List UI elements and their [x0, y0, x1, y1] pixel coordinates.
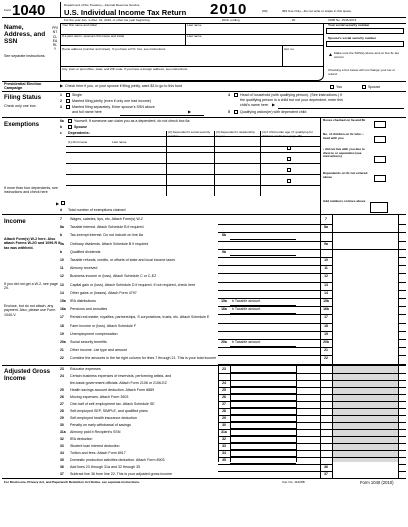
- children-lived-label: No. of children on 6c who: • lived with you: [323, 132, 364, 140]
- income-inner-line-number: 9b: [222, 249, 226, 254]
- more-than-four-note: If more than four dependents, see instructions and check here: [4, 186, 58, 195]
- agi-line-label: Domestic production activities deduction. Attach Form 8903: [70, 458, 165, 462]
- income-right-line-number: 12: [324, 274, 328, 279]
- agi-amount-input[interactable]: [333, 471, 398, 478]
- apt-input[interactable]: [284, 53, 322, 64]
- footer-disclosure: For Disclosure, Privacy Act, and Paperwork Reduction Act Notice, see separate instructions.: [4, 480, 140, 484]
- agi-inner-line-number: 35: [222, 458, 226, 462]
- agi-line-label: Subtract line 36 from line 22. This is your adjusted gross income: [70, 472, 173, 476]
- income-row: [60, 347, 406, 355]
- agi-line-label: IRA deduction: [70, 437, 93, 441]
- department: Department of the Treasury—Internal Revenue Service: [64, 3, 140, 7]
- agi-inner-amount-input[interactable]: [230, 436, 296, 443]
- spouse-ssn-input[interactable]: [326, 41, 404, 47]
- income-row: [60, 224, 406, 232]
- attach-w2-note: Attach Form(s) W-2 here. Also attach Forms W-2G and 1099-R if tax was withheld.: [4, 237, 61, 250]
- campaign-spouse-checkbox[interactable]: [362, 85, 366, 89]
- income-right-line-number: 8a: [324, 225, 328, 230]
- return-code: (99): [262, 9, 268, 13]
- filing-joint-label: Married filing jointly (even if only one had income): [72, 99, 151, 103]
- dependent-row[interactable]: [66, 153, 320, 162]
- boxes-checked-label: Boxes checked on 6a and 6b: [323, 118, 366, 122]
- filing-single-checkbox[interactable]: [66, 93, 70, 97]
- agi-row: [60, 450, 406, 457]
- income-line-number: 18: [60, 323, 64, 328]
- dep-col-relationship: (3) Dependent's relationship to you: [216, 130, 255, 138]
- agi-inner-line-number: 33: [222, 444, 226, 448]
- income-inner-line-number: 16a: [221, 307, 227, 312]
- income-heading: Income: [4, 218, 26, 225]
- tax-year-end: , 20: [290, 18, 296, 22]
- name-address-heading: Name, Address, and SSN: [4, 24, 46, 45]
- income-line-label: Tax-exempt interest. Do not include on line 8a: [70, 233, 143, 238]
- agi-line-label: Self-employed SEP, SIMPLE, and qualified plans: [70, 409, 148, 413]
- agi-inner-line-number: 24: [222, 381, 226, 385]
- agi-line-label: Educator expenses: [70, 367, 101, 371]
- income-row: [60, 241, 406, 249]
- exemption-d-num: d: [60, 208, 63, 212]
- agi-line-label: Add lines 23 through 31a and 32 through 35: [70, 465, 141, 469]
- income-amount-input[interactable]: [333, 273, 398, 281]
- filing-num-5: 5: [228, 110, 230, 114]
- campaign-spouse-label: Spouse: [368, 85, 381, 89]
- filing-hoh-label-2: the qualifying person is a child but not your dependent, enter this: [240, 98, 343, 102]
- children-lived-input[interactable]: [374, 136, 386, 143]
- income-inner-amount-input[interactable]: [230, 249, 296, 257]
- agi-row: [60, 422, 406, 429]
- dep-col-last-name: Last name: [112, 140, 127, 144]
- income-amount-input[interactable]: [333, 323, 398, 331]
- agi-line-number: 34: [60, 451, 64, 455]
- ssn-label: Your social security number: [328, 23, 370, 27]
- home-address-label: Home address (number and street). If you have a P.O. box, see instructions.: [62, 47, 167, 51]
- dep-col-first-name: (1) First name: [68, 140, 88, 144]
- exemption-6a-num: 6a: [60, 119, 64, 123]
- campaign-arrow-icon: ▶: [60, 83, 64, 88]
- income-row: [60, 314, 406, 322]
- tax-year: 2010: [210, 1, 248, 18]
- income-row: [60, 306, 406, 314]
- agi-inner-amount-input[interactable]: [230, 401, 296, 408]
- agi-line-number: 26: [60, 395, 64, 399]
- income-right-line-number: 20b: [323, 340, 329, 344]
- agi-line-number: 28: [60, 409, 64, 413]
- income-row: [60, 216, 406, 224]
- income-row: [60, 257, 406, 265]
- footer-form-label: Form 1040 (2010): [360, 480, 394, 485]
- agi-inner-amount-input[interactable]: [230, 443, 296, 450]
- income-line-number: b: [60, 233, 63, 238]
- income-right-line-number: 15b: [323, 299, 329, 303]
- children-not-lived-label: • did not live with you due to divorce or separation (see instructions): [323, 147, 365, 159]
- income-right-line-number: 17: [324, 315, 328, 320]
- income-line-number: 17: [60, 315, 64, 320]
- agi-inner-amount-input[interactable]: [230, 387, 296, 394]
- dependent-row[interactable]: [66, 142, 320, 151]
- filing-separate-checkbox[interactable]: [66, 105, 70, 109]
- city-input[interactable]: [62, 72, 320, 80]
- income-row: [60, 331, 406, 339]
- agi-line-label: fee-basis government officials. Attach Form 2106 or 2106-EZ: [70, 381, 167, 385]
- income-amount-input[interactable]: [333, 224, 398, 232]
- agi-line-label: Moving expenses. Attach Form 3903: [70, 395, 129, 399]
- income-row: [60, 323, 406, 331]
- make-sure-note: Make sure the SSN(s) above and on line 6c are correct.: [334, 51, 400, 59]
- income-amount-input[interactable]: [333, 347, 398, 355]
- income-amount-input[interactable]: [333, 282, 398, 290]
- spouse-name-input[interactable]: [120, 115, 204, 116]
- income-line-number: 19: [60, 331, 64, 336]
- spouse-ssn-label: Spouse's social security number: [328, 36, 377, 40]
- filing-num-2: 2: [60, 99, 62, 103]
- income-line-number: 8a: [60, 225, 64, 230]
- agi-line-label: Alimony paid b Recipient's SSN: [70, 430, 121, 434]
- checking-box-note: Checking a box below will not change your tax or refund.: [328, 68, 396, 76]
- dependent-row[interactable]: [66, 175, 320, 184]
- income-line-number: 16a: [60, 307, 66, 312]
- form-label: Form: [4, 8, 12, 12]
- income-line-label: IRA distributions: [70, 299, 96, 303]
- income-line-number: 9a: [60, 241, 64, 246]
- agi-line-label: Penalty on early withdrawal of savings: [70, 423, 131, 427]
- dependent-child-credit-checkbox[interactable]: [287, 179, 291, 183]
- agi-row: [60, 464, 406, 471]
- tax-year-line: For the year Jan. 1–Dec. 31, 2010, or other tax year beginning: [64, 18, 150, 22]
- income-row: [60, 355, 406, 363]
- last-name-input[interactable]: [187, 28, 322, 33]
- dependents-label: Dependents:: [68, 131, 90, 135]
- income-row: [60, 265, 406, 273]
- agi-line-number: 23: [60, 367, 64, 371]
- income-right-line-number: 14: [324, 290, 328, 295]
- agi-line-number: 32: [60, 437, 64, 441]
- income-line-label: Rental real estate, royalties, partnerships, S corporations, trusts, etc. Attach Schedule E: [70, 315, 210, 320]
- children-not-lived-input[interactable]: [374, 156, 386, 163]
- city-label: City, town or post office, state, and ZIP code. If you have a foreign address, see instructions.: [62, 67, 189, 71]
- agi-right-line-number: 36: [324, 465, 328, 469]
- income-line-label: Capital gain or (loss). Attach Schedule D if required. If not required, check here: [70, 282, 196, 287]
- exemption-6b-num: b: [60, 125, 63, 129]
- income-line-label: Qualified dividends: [70, 249, 101, 254]
- income-line-label: Unemployment compensation: [70, 331, 118, 336]
- filing-single-label: Single: [72, 93, 82, 97]
- agi-inner-amount-input[interactable]: [230, 429, 296, 436]
- agi-row: [60, 366, 406, 373]
- agi-inner-line-number: 29: [222, 416, 226, 420]
- filing-separate-arrow-icon: ▶: [188, 109, 192, 114]
- campaign-heading: Presidential Election Campaign: [4, 82, 42, 91]
- agi-right-line-number: 37: [324, 472, 328, 476]
- agi-line-number: 30: [60, 423, 64, 427]
- first-name-input[interactable]: [62, 28, 184, 33]
- home-address-input[interactable]: [62, 53, 280, 64]
- income-right-line-number: 9a: [324, 241, 328, 246]
- income-line-label: Combine the amounts in the far right column for lines 7 through 21. This is your total income: [70, 356, 217, 361]
- agi-row: [60, 373, 406, 380]
- agi-row: [60, 429, 406, 436]
- footer-cat-number: Cat. No. 11320B: [282, 480, 305, 484]
- income-line-label: Wages, salaries, tips, etc. Attach Form(s) W-2: [70, 217, 143, 221]
- filing-status-heading: Filing Status: [4, 94, 42, 101]
- filing-separate-label: Married filing separately. Enter spouse's SSN above: [72, 105, 155, 109]
- agi-inner-line-number: 25: [222, 388, 226, 392]
- filing-hoh-arrow-icon: ▶: [272, 102, 276, 107]
- income-line-number: 15a: [60, 299, 66, 303]
- hoh-child-name-input[interactable]: [278, 108, 404, 109]
- filing-widow-label: Qualifying widow(er) with dependent child: [240, 110, 307, 114]
- boxes-checked-input[interactable]: [374, 121, 386, 128]
- income-line-label: Social security benefits: [70, 340, 107, 344]
- income-line-label: Farm income or (loss). Attach Schedule F: [70, 323, 137, 328]
- income-line-label: Alimony received: [70, 266, 98, 271]
- income-inner-line-number: 8b: [222, 233, 226, 238]
- filing-widow-checkbox[interactable]: [234, 110, 238, 114]
- income-row: [60, 249, 406, 257]
- agi-line-number: 31a: [60, 430, 66, 434]
- income-amount-input[interactable]: [333, 298, 398, 306]
- dependents-not-entered-label: Dependents on 6c not entered above: [323, 171, 368, 179]
- exemption-6c-num: c: [60, 131, 62, 135]
- income-line-number: 14: [60, 290, 64, 295]
- income-line-number: 10: [60, 258, 64, 262]
- dependent-child-credit-checkbox[interactable]: [287, 146, 291, 150]
- income-row: [60, 232, 406, 240]
- income-line-label: Taxable refunds, credits, or offsets of state and local income taxes: [70, 258, 176, 262]
- agi-row: [60, 401, 406, 408]
- agi-line-number: 36: [60, 465, 64, 469]
- omb-number: OMB No. 1545-0074: [328, 18, 357, 22]
- irs-use-only: IRS Use Only—Do not write or staple in this space.: [282, 9, 352, 13]
- agi-line-number: 33: [60, 444, 64, 448]
- campaign-you-checkbox[interactable]: [330, 85, 334, 89]
- total-exemptions-label: Total number of exemptions claimed: [68, 208, 126, 212]
- agi-line-label: Health savings account deduction. Attach Form 8889: [70, 388, 155, 392]
- filing-joint-checkbox[interactable]: [66, 99, 70, 103]
- agi-row: [60, 471, 406, 478]
- income-line-number: 21: [60, 348, 64, 353]
- income-row: [60, 290, 406, 298]
- more-than-four-checkbox[interactable]: [61, 201, 65, 205]
- agi-row: [60, 436, 406, 443]
- apt-label: Apt. no.: [284, 47, 295, 51]
- agi-inner-line-number: 28: [222, 409, 226, 413]
- joint-first-name-label: If a joint return, spouse's first name and initial: [62, 34, 124, 38]
- income-amount-input[interactable]: [333, 241, 398, 249]
- income-line-number: b: [60, 249, 63, 254]
- income-line-label: Other gains or (losses). Attach Form 4797: [70, 290, 137, 295]
- income-right-line-number: 10: [324, 258, 328, 262]
- income-right-line-number: 19: [324, 331, 328, 336]
- income-right-line-number: 21: [324, 348, 328, 353]
- agi-inner-amount-input[interactable]: [230, 422, 296, 429]
- see-separate: See separate instructions.: [4, 54, 46, 58]
- income-amount-input[interactable]: [333, 331, 398, 339]
- agi-line-number: 25: [60, 388, 64, 392]
- income-amount-input[interactable]: [333, 216, 398, 224]
- income-taxable-amount-label: b Taxable amount: [232, 299, 261, 303]
- agi-inner-line-number: 27: [222, 402, 226, 406]
- agi-row: [60, 408, 406, 415]
- agi-line-label: Tuition and fees. Attach Form 8917: [70, 451, 126, 455]
- spouse-last-name-input[interactable]: [187, 39, 322, 44]
- agi-line-label: Certain business expenses of reservists, performing artists, and: [70, 374, 172, 378]
- dependents-not-entered-input[interactable]: [374, 175, 386, 182]
- income-amount-input[interactable]: [333, 257, 398, 265]
- dependent-child-credit-checkbox[interactable]: [287, 157, 291, 161]
- agi-line-label: One-half of self-employment tax. Attach Schedule SE: [70, 402, 155, 406]
- income-line-number: 12: [60, 274, 64, 279]
- tax-year-mid: , 2010, ending: [220, 18, 240, 22]
- income-amount-input[interactable]: [333, 355, 398, 363]
- exemption-spouse-checkbox[interactable]: [68, 125, 72, 129]
- exemption-yourself-checkbox[interactable]: [68, 119, 72, 123]
- filing-hoh-label: Head of household (with qualifying person). (See instructions.) If: [240, 93, 343, 97]
- spouse-first-name-input[interactable]: [62, 39, 184, 44]
- form-title: U.S. Individual Income Tax Return: [64, 8, 187, 17]
- agi-inner-line-number: 34: [222, 451, 226, 455]
- filing-num-3: 3: [60, 105, 62, 109]
- agi-inner-amount-input[interactable]: [230, 457, 296, 464]
- exemptions-heading: Exemptions: [4, 121, 40, 128]
- agi-inner-line-number: 30: [222, 423, 226, 427]
- print-clearly: PRINT CLEARLY: [52, 26, 58, 52]
- agi-inner-line-number: 31a: [221, 430, 227, 434]
- income-right-line-number: 13: [324, 282, 328, 287]
- last-name-label: Last name: [187, 23, 202, 27]
- income-line-label: Business income or (loss). Attach Schedule C or C-EZ: [70, 274, 157, 279]
- agi-heading: Adjusted Gross Income: [4, 368, 51, 382]
- income-inner-line-number: 15a: [221, 299, 227, 303]
- income-right-line-number: 16b: [323, 307, 329, 312]
- agi-inner-amount-input[interactable]: [230, 380, 296, 387]
- enclose-payment-note: Enclose, but do not attach, any payment. Also, please use Form 1040-V.: [4, 304, 56, 317]
- agi-row: [60, 380, 406, 387]
- joint-last-name-label: Last name: [187, 34, 202, 38]
- income-line-label: Other income. List type and amount: [70, 348, 127, 353]
- agi-inner-amount-input[interactable]: [230, 450, 296, 457]
- dependent-child-credit-checkbox[interactable]: [287, 168, 291, 172]
- income-right-line-number: 7: [325, 217, 327, 221]
- exemption-spouse-label: Spouse: [74, 125, 87, 129]
- more-than-four-arrow-icon: ▶: [56, 201, 60, 206]
- income-amount-input[interactable]: [333, 339, 398, 347]
- total-exemptions-input[interactable]: [370, 202, 388, 213]
- filing-num-4: 4: [228, 93, 230, 97]
- income-amount-input[interactable]: [333, 290, 398, 298]
- agi-inner-line-number: 32: [222, 437, 226, 441]
- agi-row: [60, 415, 406, 422]
- filing-hoh-label-3: child's name here.: [240, 103, 270, 107]
- income-line-number: 13: [60, 282, 64, 287]
- income-row: [60, 282, 406, 290]
- form-number: 1040: [12, 2, 46, 19]
- first-name-label: Your first name and initial: [62, 23, 97, 27]
- ssn-input[interactable]: [326, 28, 404, 34]
- agi-row: [60, 457, 406, 464]
- agi-line-label: Student loan interest deduction: [70, 444, 120, 448]
- income-line-label: Ordinary dividends. Attach Schedule B if required: [70, 241, 149, 246]
- campaign-text: Check here if you, or your spouse if filing jointly, want $3 to go to this fund: [65, 84, 182, 88]
- no-w2-note: If you did not get a W-2, see page 20.: [4, 282, 58, 291]
- income-line-number: 20a: [60, 340, 66, 344]
- income-row: [60, 339, 406, 347]
- exemption-yourself-label: Yourself. If someone can claim you as a dependent, do not check box 6a: [74, 119, 190, 123]
- income-right-line-number: 18: [324, 323, 328, 328]
- dep-col-child-credit: (4) if child under age 17 qualifying for child tax credit (see page 15): [262, 130, 313, 138]
- income-line-label: Taxable interest. Attach Schedule B if required: [70, 225, 144, 230]
- campaign-you-label: You: [336, 85, 343, 89]
- agi-line-number: 37: [60, 472, 64, 476]
- agi-inner-line-number: 26: [222, 395, 226, 399]
- agi-inner-amount-input[interactable]: [230, 415, 296, 422]
- income-amount-input[interactable]: [333, 265, 398, 273]
- filing-hoh-checkbox[interactable]: [234, 93, 238, 97]
- add-numbers-label: Add numbers on lines above: [323, 199, 366, 203]
- agi-row: [60, 387, 406, 394]
- filing-num-1: 1: [60, 93, 62, 97]
- income-line-number: 11: [60, 266, 64, 271]
- income-amount-input[interactable]: [333, 314, 398, 322]
- income-line-label: Pensions and annuities: [70, 307, 108, 312]
- income-row: [60, 298, 406, 306]
- agi-line-number: 24: [60, 374, 64, 378]
- agi-row: [60, 443, 406, 450]
- agi-line-number: 27: [60, 402, 64, 406]
- income-taxable-amount-label: b Taxable amount: [232, 340, 261, 344]
- agi-inner-line-number: 23: [222, 367, 226, 371]
- income-amount-input[interactable]: [333, 306, 398, 314]
- agi-inner-amount-input[interactable]: [230, 408, 296, 415]
- arrow-right-icon: ▲: [328, 52, 333, 58]
- dependent-row[interactable]: [66, 164, 320, 173]
- agi-line-number: 29: [60, 416, 64, 420]
- income-row: [60, 273, 406, 281]
- income-taxable-amount-label: b Taxable amount: [232, 307, 261, 312]
- agi-line-label: Self-employed health insurance deduction: [70, 416, 137, 420]
- agi-amount-input[interactable]: [333, 464, 398, 471]
- income-line-number: 22: [60, 356, 64, 361]
- income-line-number: 7: [60, 217, 62, 221]
- filing-check-one: Check only one box.: [4, 104, 37, 108]
- agi-line-number: 35: [60, 458, 64, 462]
- income-inner-line-number: 20a: [221, 340, 227, 344]
- filing-separate-name-label: and full name here: [72, 110, 102, 114]
- agi-inner-amount-input[interactable]: [230, 394, 296, 401]
- agi-row: [60, 394, 406, 401]
- income-inner-amount-input[interactable]: [230, 232, 296, 240]
- income-right-line-number: 11: [324, 266, 328, 271]
- income-right-line-number: 22: [324, 356, 328, 361]
- agi-inner-amount-input[interactable]: [230, 366, 296, 373]
- dep-col-ssn: (2) Dependent's social security number: [168, 130, 211, 138]
